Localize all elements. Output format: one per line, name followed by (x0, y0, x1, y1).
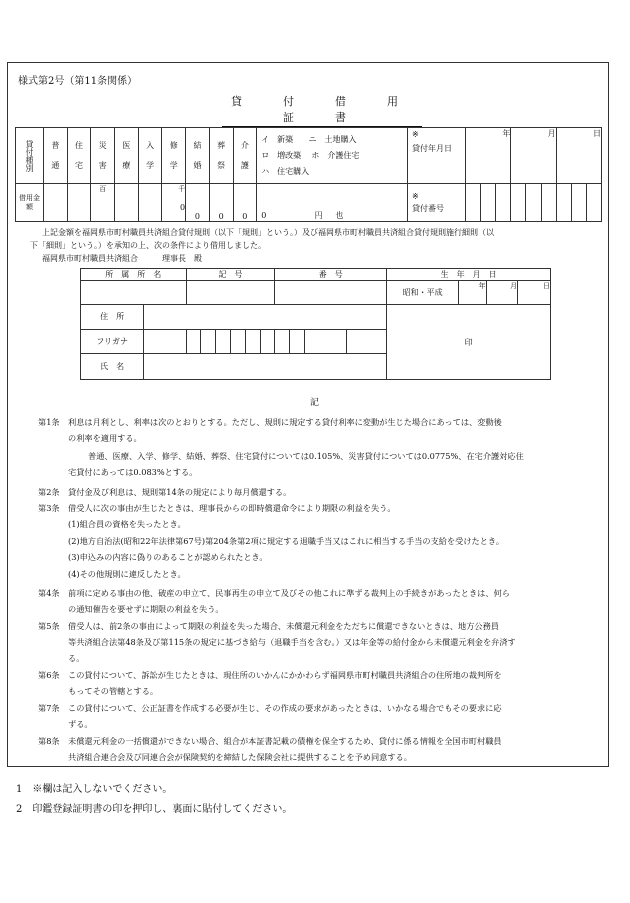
intro-line: 下「細則」という。）を承知の上、次の条件により借用しました。 (30, 241, 266, 250)
loan-number-label: ※ 貸付番号 (407, 184, 465, 222)
note-2: 2 印鑑登録証明書の印を押印し、裏面に貼付してください。 (16, 804, 293, 815)
furigana-box[interactable] (230, 329, 245, 353)
loan-number-digit[interactable] (586, 184, 601, 222)
housing-options[interactable]: イ 新築 ニ 土地購入 ロ 増改築 ホ 介護住宅 ハ 住宅購入 (257, 128, 408, 184)
kigo-field[interactable] (186, 281, 275, 305)
dept-field[interactable] (81, 281, 187, 305)
amount-digit[interactable]: 百 (91, 184, 115, 222)
type-iryo[interactable]: 医 療 (115, 128, 139, 184)
name-label: 氏 名 (81, 353, 144, 379)
amount-digit: 0 (186, 184, 210, 222)
article-3: 第3条 借受人に次の事由が生じたときは、理事長からの即時償還命令により期限の利益を失う。 (38, 503, 396, 513)
type-kaigo[interactable]: 介 護 (233, 128, 257, 184)
amount-digit: 0 (233, 184, 257, 222)
name-field[interactable] (144, 353, 387, 379)
era-field[interactable]: 昭和・平成 (387, 281, 459, 305)
article-8: 第8条 未償還元利金の一括償還ができない場合、組合が本証書記載の債権を保全するため、貸付に係る情報を全国市町村職員 共済組合連合会及び同連合会が保険契約を締結した保険会社に提供することを予め同意する。 (38, 736, 502, 762)
furigana-box[interactable] (347, 329, 387, 353)
furigana-box[interactable] (245, 329, 260, 353)
article-3-item: (1)組合員の資格を失ったとき。 (68, 519, 186, 529)
article-3-item: (4)その他規則に違反したとき。 (68, 569, 186, 579)
birth-month[interactable]: 月 (486, 281, 518, 305)
type-label: 貸付種別 (16, 128, 44, 184)
year-cell[interactable]: 年 (466, 128, 511, 184)
amount-digit[interactable]: 千 0 (162, 184, 186, 222)
article-3-item: (2)地方自治法(昭和22年法律第67号)第204条第2項に規定する退職手当又はこれに相当する手当の支給を受けたとき。 (68, 536, 504, 546)
type-jutaku[interactable]: 住 宅 (67, 128, 91, 184)
dept-header: 所 属 所 名 (81, 269, 187, 281)
birth-day[interactable]: 日 (518, 281, 551, 305)
amount-digit[interactable] (67, 184, 91, 222)
address-field[interactable] (144, 305, 387, 329)
type-nyugaku[interactable]: 入 学 (138, 128, 162, 184)
article-1-rates: 普通、医療、入学、修学、結婚、葬祭、住宅貸付については0.105%、災害貸付については0.0775%、在宅介護対応住 宅貸付にあっては0.083%とする。 (68, 451, 524, 477)
intro-line: 上記金額を福岡県市町村職員共済組合貸付規則（以下「規則」という。）及び福岡県市町村職員共済組合貸付規則施行細則（以 (42, 228, 494, 237)
seal-field[interactable] (387, 305, 551, 380)
furigana-box[interactable] (290, 329, 305, 353)
furigana-box[interactable] (275, 329, 290, 353)
article-7: 第7条 この貸付について、公正証書を作成する必要が生じ、その作成の要求があったときは、いかなる場合でもその要求に応 ずる。 (38, 703, 502, 729)
kigo-header: 記 号 (186, 269, 275, 281)
borrower-table (80, 268, 551, 380)
type-saigai[interactable]: 災 害 (91, 128, 115, 184)
addressee: 福岡県市町村職員共済組合 理事長 殿 (42, 254, 202, 263)
month-cell[interactable]: 月 (511, 128, 556, 184)
type-kekkon[interactable]: 結 婚 (186, 128, 210, 184)
furigana-label: フリガナ (81, 329, 144, 353)
bango-header: 番 号 (275, 269, 387, 281)
birth-year[interactable]: 年 (459, 281, 486, 305)
loan-number-digit[interactable] (571, 184, 586, 222)
furigana-box[interactable] (216, 329, 231, 353)
loan-number-digit[interactable] (511, 184, 526, 222)
loan-number-digit[interactable] (526, 184, 541, 222)
article-1: 第1条 利息は月利とし、利率は次のとおりとする。ただし、規則に規定する貸付利率に変動が生じた場合にあっては、変動後 の利率を適用する。 (38, 417, 502, 443)
amount-digit[interactable] (138, 184, 162, 222)
article-3-item: (3)申込みの内容に偽りのあることが認められたとき。 (68, 552, 268, 562)
loan-number-digit[interactable] (496, 184, 511, 222)
ki-heading: 記 (310, 398, 320, 408)
birth-header: 生 年 月 日 (387, 269, 551, 281)
day-cell[interactable]: 日 (556, 128, 601, 184)
loan-table (15, 127, 602, 222)
loan-number-digit[interactable] (466, 184, 481, 222)
amount-label: 借用金額 (16, 184, 44, 222)
furigana-box[interactable] (144, 329, 186, 353)
type-shugaku[interactable]: 修 学 (162, 128, 186, 184)
article-6: 第6条 この貸付について、訴訟が生じたときは、現住所のいかんにかかわらず福岡県市町村職員共済組合の住所地の裁判所を もってその管轄とする。 (38, 670, 502, 696)
amount-yen: 0 円 也 (257, 184, 408, 222)
intro-text (30, 226, 598, 265)
furigana-box[interactable] (304, 329, 346, 353)
bango-field[interactable] (275, 281, 387, 305)
amount-digit[interactable] (44, 184, 68, 222)
amount-digit: 0 (209, 184, 233, 222)
form-number: 様式第2号（第11条関係） (18, 76, 138, 87)
note-1: 1 ※欄は記入しないでください。 (16, 784, 173, 795)
seal-mark: 印 (464, 337, 473, 347)
furigana-box[interactable] (186, 329, 201, 353)
article-4: 第4条 前項に定める事由の他、破産の申立て、民事再生の申立て及びその他これに準ずる裁判上の手続きがあったときは、何ら の通知催告を要せずに期限の利益を失う。 (38, 588, 510, 614)
furigana-box[interactable] (201, 329, 216, 353)
amount-digit[interactable] (115, 184, 139, 222)
address-label: 住 所 (81, 305, 144, 329)
loan-number-digit[interactable] (556, 184, 571, 222)
article-5: 第5条 借受人は、前2条の事由によって期限の利益を失った場合、未償還元利金をただちに償還できないときは、地方公務員 等共済組合法第48条及び第115条の規定に基づき給与（退職手当を含む。）又は年金等の給付金から未償還元利金を弁済す る。 (38, 621, 516, 663)
type-sosai[interactable]: 葬 祭 (209, 128, 233, 184)
loan-number-digit[interactable] (481, 184, 496, 222)
date-label-cell: ※ 貸付年月日 (407, 128, 465, 184)
article-2: 第2条 貸付金及び利息は、規則第14条の規定により毎月償還する。 (38, 487, 292, 497)
document-title: 貸 付 借 用 証 書 (222, 93, 422, 127)
loan-number-digit[interactable] (541, 184, 556, 222)
furigana-box[interactable] (260, 329, 275, 353)
type-futsu[interactable]: 普 通 (44, 128, 68, 184)
